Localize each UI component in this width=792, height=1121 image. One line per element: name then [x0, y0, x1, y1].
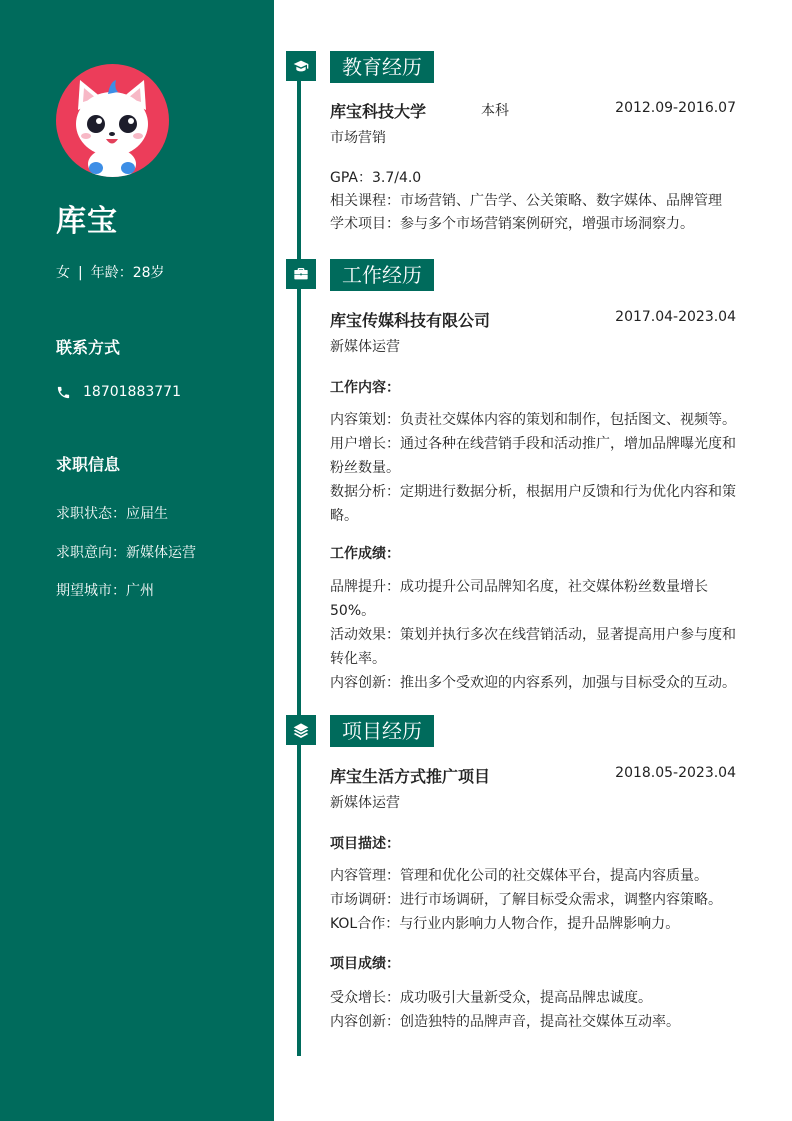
- briefcase-icon: [286, 259, 316, 289]
- job-status: 求职状态：应届生: [56, 506, 168, 522]
- gpa: GPA：3.7/4.0: [330, 170, 422, 186]
- project-date: 2018.05-2023.04: [615, 765, 736, 781]
- project-results-list: [330, 986, 738, 1034]
- school-name: 库宝科技大学: [330, 102, 427, 121]
- sidebar: [0, 0, 274, 1121]
- timeline-line: [297, 70, 301, 1056]
- list-item: 数据分析：定期进行数据分析，根据用户反馈和行为优化内容和策略。: [330, 484, 736, 524]
- work-date: 2017.04-2023.04: [615, 309, 736, 325]
- job-info-title: 求职信息: [56, 455, 121, 474]
- job-city: 期望城市：广州: [56, 583, 154, 599]
- graduation-cap-icon: [286, 51, 316, 81]
- work-content-title: 工作内容：: [330, 380, 400, 396]
- project-name: 库宝生活方式推广项目: [330, 767, 491, 786]
- list-item: 用户增长：通过各种在线营销手段和活动推广，增加品牌曝光度和粉丝数量。: [330, 436, 736, 476]
- project-desc-title: 项目描述：: [330, 836, 400, 852]
- list-item: 内容策划：负责社交媒体内容的策划和制作，包括图文、视频等。: [330, 412, 736, 428]
- contact-title: 联系方式: [56, 338, 121, 357]
- cat-mascot-image: [56, 64, 169, 177]
- list-item: 内容创新：创造独特的品牌声音，提高社交媒体互动率。: [330, 1014, 680, 1030]
- layers-icon: [286, 715, 316, 745]
- education-date: 2012.09-2016.07: [615, 100, 736, 116]
- phone-number: 18701883771: [83, 384, 181, 400]
- list-item: 活动效果：策划并执行多次在线营销活动，显著提高用户参与度和转化率。: [330, 627, 736, 667]
- work-role: 新媒体运营: [330, 339, 400, 355]
- avatar: [56, 64, 169, 177]
- candidate-name: 库宝: [56, 204, 118, 239]
- phone-icon: [56, 385, 71, 400]
- gender: 女: [56, 265, 70, 281]
- list-item: 受众增长：成功吸引大量新受众，提高品牌忠诚度。: [330, 990, 652, 1006]
- info-separator: |: [78, 265, 83, 281]
- work-results-title: 工作成绩：: [330, 546, 400, 562]
- list-item: 内容创新：推出多个受欢迎的内容系列，加强与目标受众的互动。: [330, 675, 736, 691]
- company-name: 库宝传媒科技有限公司: [330, 311, 491, 330]
- work-section-title: 工作经历: [330, 259, 434, 291]
- project-desc-list: [330, 864, 738, 936]
- education-section-title: 教育经历: [330, 51, 434, 83]
- list-item: 品牌提升：成功提升公司品牌知名度，社交媒体粉丝数量增长50%。: [330, 579, 708, 619]
- list-item: KOL合作：与行业内影响力人物合作，提升品牌影响力。: [330, 916, 680, 932]
- courses: 相关课程：市场营销、广告学、公关策略、数字媒体、品牌管理: [330, 193, 722, 209]
- age: 年龄：28岁: [90, 265, 165, 281]
- work-results-list: [330, 575, 738, 695]
- phone-row: [56, 384, 181, 400]
- job-intent: 求职意向：新媒体运营: [56, 545, 196, 561]
- work-content-list: [330, 408, 738, 528]
- list-item: 市场调研：进行市场调研，了解目标受众需求，调整内容策略。: [330, 892, 722, 908]
- project-section-title: 项目经历: [330, 715, 434, 747]
- major: 市场营销: [330, 130, 386, 146]
- degree: 本科: [481, 103, 509, 119]
- list-item: 内容管理：管理和优化公司的社交媒体平台，提高内容质量。: [330, 868, 708, 884]
- basic-info: [56, 262, 165, 282]
- academic-projects: 学术项目：参与多个市场营销案例研究，增强市场洞察力。: [330, 216, 694, 232]
- project-role: 新媒体运营: [330, 795, 400, 811]
- project-results-title: 项目成绩：: [330, 956, 400, 972]
